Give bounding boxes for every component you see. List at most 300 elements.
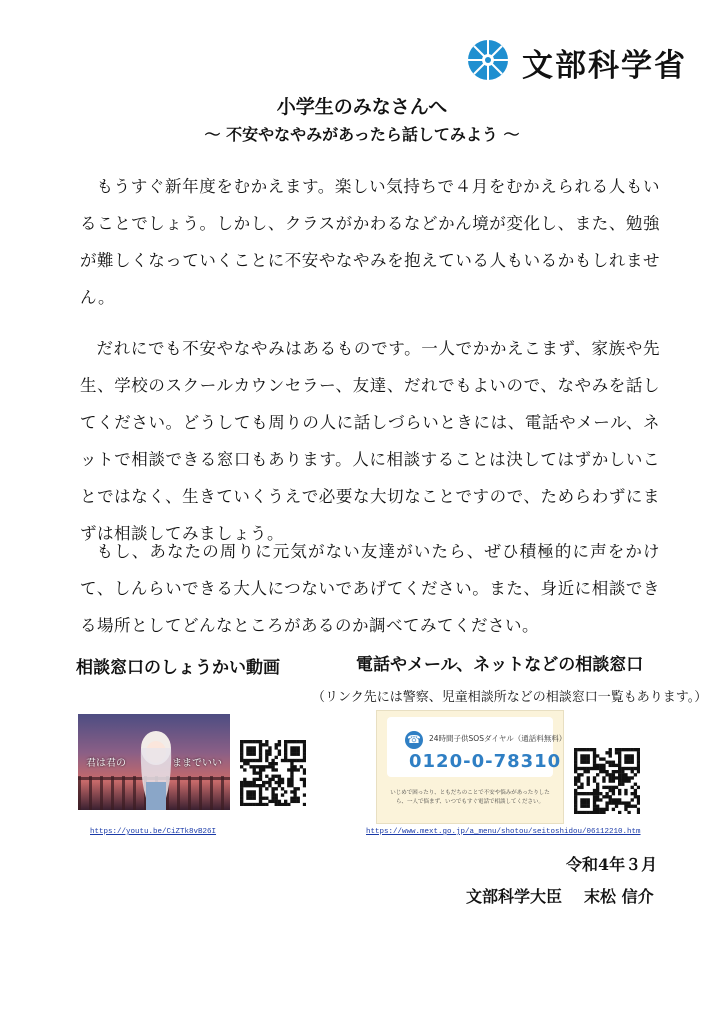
qr-module (290, 800, 293, 803)
qr-module (240, 759, 243, 762)
qr-module (577, 786, 580, 789)
paragraph-text: もし、あなたの周りに元気がない友達がいたら、ぜひ積極的に声をかけて、しんらいできる大人につないであげてください。また、身近に相談できる場所としてどんなところがあるのか調べてみてください。 (80, 542, 660, 635)
qr-module (271, 765, 274, 768)
qr-module (634, 795, 637, 798)
qr-module (259, 743, 262, 746)
qr-module (284, 749, 287, 752)
qr-module (587, 783, 590, 786)
issue-date: 令和4年３月 (566, 855, 658, 874)
video-thumbnail[interactable] (78, 714, 230, 810)
qr-module (281, 778, 284, 781)
qr-module (243, 784, 246, 787)
qr-module (627, 776, 630, 779)
qr-module (593, 776, 596, 779)
qr-module (583, 770, 586, 773)
qr-module (627, 811, 630, 814)
qr-module (240, 781, 243, 784)
qr-module (281, 781, 284, 784)
qr-module (240, 740, 243, 743)
qr-module (593, 792, 596, 795)
qr-module (268, 746, 271, 749)
qr-module (303, 784, 306, 787)
qr-module (609, 786, 612, 789)
qr-module (256, 759, 259, 762)
qr-module (580, 805, 583, 808)
qr-module (240, 797, 243, 800)
qr-module (240, 787, 243, 790)
qr-module (256, 740, 259, 743)
qr-module (609, 789, 612, 792)
qr-module (284, 800, 287, 803)
qr-module (599, 770, 602, 773)
video-section-heading: 相談窓口のしょうかい動画 (76, 658, 280, 678)
qr-module (621, 801, 624, 804)
qr-module (618, 757, 621, 760)
qr-module (596, 754, 599, 757)
qr-module (259, 746, 262, 749)
qr-module (259, 787, 262, 790)
qr-module (574, 801, 577, 804)
qr-module (275, 768, 278, 771)
qr-module (596, 767, 599, 770)
qr-module (621, 783, 624, 786)
qr-module (605, 761, 608, 764)
qr-module (249, 740, 252, 743)
qr-module (602, 767, 605, 770)
qr-module (574, 798, 577, 801)
qr-module (615, 776, 618, 779)
qr-module (284, 743, 287, 746)
qr-module (609, 751, 612, 754)
qr-module (634, 789, 637, 792)
signature (466, 884, 654, 907)
qr-module (271, 778, 274, 781)
paragraph-2 (80, 330, 660, 552)
qr-module (249, 765, 252, 768)
qr-module (605, 751, 608, 754)
qr-module (627, 754, 630, 757)
qr-module (281, 803, 284, 806)
qr-module (240, 749, 243, 752)
qr-module (612, 798, 615, 801)
qr-module (593, 751, 596, 754)
qr-module (265, 797, 268, 800)
qr-module (618, 792, 621, 795)
qr-module (278, 775, 281, 778)
qr-module (281, 787, 284, 790)
qr-module (593, 761, 596, 764)
qr-module (259, 800, 262, 803)
qr-module (587, 757, 590, 760)
qr-module (605, 801, 608, 804)
qr-module (605, 786, 608, 789)
sos-card-panel (387, 717, 567, 777)
qr-module (612, 792, 615, 795)
consult-qr-code[interactable] (574, 748, 640, 814)
qr-module (574, 757, 577, 760)
qr-module (265, 743, 268, 746)
qr-module (290, 765, 293, 768)
qr-module (615, 805, 618, 808)
qr-module (271, 800, 274, 803)
qr-module (587, 748, 590, 751)
qr-module (249, 746, 252, 749)
qr-module (265, 781, 268, 784)
phone-icon: ☎ (405, 731, 423, 749)
qr-module (256, 784, 259, 787)
qr-module (583, 767, 586, 770)
qr-module (240, 756, 243, 759)
qr-module (278, 800, 281, 803)
qr-module (253, 765, 256, 768)
qr-module (602, 786, 605, 789)
qr-module (637, 754, 640, 757)
qr-module (624, 805, 627, 808)
qr-module (615, 798, 618, 801)
qr-module (615, 786, 618, 789)
qr-module (265, 756, 268, 759)
qr-module (278, 740, 281, 743)
qr-module (253, 781, 256, 784)
paragraph-text: だれにでも不安やなやみはあるものです。一人でかかえこまず、家族や先生、学校のスクールカウンセラー、友達、だれでもよいので、なやみを話してください。どうしても周りの人に話しづらいときには、電話やメール、ネットで相談できる窓口もあります。人に相談することは決してはずかしいことではなく、生きていくうえで必要な大切なことですので、ためらわずにまずは相談してみましょう。 (80, 339, 660, 543)
qr-module (259, 803, 262, 806)
qr-module (259, 768, 262, 771)
qr-module (249, 793, 252, 796)
qr-module (275, 793, 278, 796)
qr-module (602, 776, 605, 779)
qr-module (297, 800, 300, 803)
qr-module (303, 753, 306, 756)
qr-module (624, 773, 627, 776)
qr-module (609, 795, 612, 798)
qr-module (621, 767, 624, 770)
video-qr-code[interactable] (240, 740, 306, 806)
qr-module (599, 808, 602, 811)
qr-module (262, 765, 265, 768)
qr-module (259, 797, 262, 800)
qr-module (290, 768, 293, 771)
qr-module (275, 775, 278, 778)
qr-module (268, 781, 271, 784)
qr-module (624, 776, 627, 779)
qr-module (297, 797, 300, 800)
qr-module (265, 775, 268, 778)
qr-module (618, 751, 621, 754)
qr-module (293, 753, 296, 756)
qr-module (243, 781, 246, 784)
qr-module (265, 749, 268, 752)
qr-module (587, 770, 590, 773)
qr-module (605, 792, 608, 795)
qr-module (596, 808, 599, 811)
qr-module (631, 798, 634, 801)
qr-module (612, 808, 615, 811)
qr-module (624, 779, 627, 782)
qr-module (593, 748, 596, 751)
qr-module (249, 781, 252, 784)
sos-phone-number: 0120-0-78310 (409, 751, 562, 772)
qr-module (293, 793, 296, 796)
qr-module (240, 793, 243, 796)
qr-module (259, 793, 262, 796)
qr-module (253, 768, 256, 771)
qr-module (259, 778, 262, 781)
qr-module (587, 754, 590, 757)
qr-module (303, 771, 306, 774)
qr-module (574, 811, 577, 814)
qr-module (303, 746, 306, 749)
qr-module (256, 765, 259, 768)
qr-module (574, 776, 577, 779)
qr-module (627, 761, 630, 764)
qr-module (249, 803, 252, 806)
qr-module (609, 764, 612, 767)
qr-module (627, 767, 630, 770)
qr-module (624, 767, 627, 770)
qr-module (612, 764, 615, 767)
qr-module (290, 753, 293, 756)
qr-module (627, 805, 630, 808)
qr-module (287, 803, 290, 806)
qr-module (262, 768, 265, 771)
qr-module (612, 773, 615, 776)
qr-module (599, 767, 602, 770)
sos-card-title: 24時間子供SOSダイヤル（通話料無料） (429, 734, 567, 743)
qr-module (634, 773, 637, 776)
qr-module (580, 748, 583, 751)
page-title: 小学生のみなさんへ (276, 96, 448, 118)
qr-module (631, 776, 634, 779)
consult-section-heading: 電話やメール、ネットなどの相談窓口 (356, 655, 644, 675)
qr-module (621, 770, 624, 773)
qr-module (297, 740, 300, 743)
qr-module (256, 778, 259, 781)
qr-module (287, 784, 290, 787)
qr-module (243, 768, 246, 771)
qr-module (253, 784, 256, 787)
qr-module (284, 759, 287, 762)
sos-dial-card[interactable] (376, 710, 567, 824)
qr-module (618, 767, 621, 770)
qr-module (574, 767, 577, 770)
qr-module (612, 786, 615, 789)
qr-module (574, 751, 577, 754)
qr-module (631, 770, 634, 773)
qr-module (583, 754, 586, 757)
qr-module (303, 749, 306, 752)
paragraph-3 (80, 533, 660, 644)
qr-module (624, 801, 627, 804)
qr-module (615, 751, 618, 754)
qr-module (271, 797, 274, 800)
qr-module (278, 743, 281, 746)
qr-module (605, 773, 608, 776)
qr-module (580, 811, 583, 814)
qr-module (262, 797, 265, 800)
qr-module (583, 757, 586, 760)
qr-module (253, 803, 256, 806)
qr-module (596, 786, 599, 789)
qr-module (580, 773, 583, 776)
qr-module (243, 740, 246, 743)
qr-module (243, 778, 246, 781)
signature-name: 末松 信介 (584, 887, 654, 906)
qr-module (637, 757, 640, 760)
qr-module (246, 797, 249, 800)
paragraph-1 (80, 168, 660, 316)
qr-module (609, 761, 612, 764)
qr-module (297, 759, 300, 762)
qr-module (290, 784, 293, 787)
qr-module (275, 781, 278, 784)
qr-module (249, 797, 252, 800)
qr-module (634, 805, 637, 808)
qr-module (631, 805, 634, 808)
qr-module (634, 748, 637, 751)
qr-module (609, 801, 612, 804)
qr-module (605, 795, 608, 798)
qr-module (596, 789, 599, 792)
qr-module (574, 764, 577, 767)
video-caption (86, 754, 222, 769)
qr-module (634, 783, 637, 786)
qr-module (287, 778, 290, 781)
qr-module (624, 757, 627, 760)
qr-module (583, 805, 586, 808)
ministry-logo (466, 30, 687, 86)
qr-module (253, 746, 256, 749)
qr-module (284, 740, 287, 743)
qr-module (590, 767, 593, 770)
qr-module (593, 798, 596, 801)
qr-module (618, 798, 621, 801)
qr-module (300, 759, 303, 762)
qr-module (271, 787, 274, 790)
qr-module (297, 768, 300, 771)
paragraph-text: もうすぐ新年度をむかえます。楽しい気持ちで４月をむかえられる人もいることでしょう。しかし、クラスがかわるなどかん境が変化し、また、勉強が難しくなっていくことに不安やなやみを抱えている人もいるかもしれません。 (80, 177, 660, 307)
qr-module (624, 754, 627, 757)
qr-module (290, 781, 293, 784)
qr-module (618, 764, 621, 767)
qr-module (256, 803, 259, 806)
qr-module (284, 756, 287, 759)
qr-module (297, 749, 300, 752)
qr-module (293, 790, 296, 793)
qr-module (621, 773, 624, 776)
qr-module (637, 770, 640, 773)
qr-module (634, 767, 637, 770)
qr-module (293, 768, 296, 771)
qr-module (602, 795, 605, 798)
qr-module (262, 743, 265, 746)
qr-module (577, 792, 580, 795)
qr-module (246, 740, 249, 743)
qr-module (290, 762, 293, 765)
qr-module (602, 811, 605, 814)
qr-module (593, 789, 596, 792)
qr-module (618, 801, 621, 804)
qr-module (637, 811, 640, 814)
qr-module (580, 798, 583, 801)
qr-module (583, 798, 586, 801)
qr-module (580, 767, 583, 770)
consult-section-note: （リンク先には警察、児童相談所などの相談窓口一覧もあります。） (312, 690, 708, 705)
qr-module (293, 746, 296, 749)
qr-module (574, 808, 577, 811)
qr-module (297, 787, 300, 790)
qr-module (259, 765, 262, 768)
qr-module (587, 792, 590, 795)
qr-module (303, 793, 306, 796)
qr-module (574, 789, 577, 792)
qr-module (275, 803, 278, 806)
qr-module (259, 775, 262, 778)
qr-module (259, 740, 262, 743)
qr-module (577, 748, 580, 751)
qr-module (618, 754, 621, 757)
qr-module (593, 754, 596, 757)
qr-module (303, 756, 306, 759)
consult-link[interactable]: https://www.mext.go.jp/a_menu/shotou/seitoshidou/06112210.htm (366, 828, 641, 836)
qr-module (293, 749, 296, 752)
qr-module (290, 771, 293, 774)
qr-module (275, 762, 278, 765)
qr-module (593, 801, 596, 804)
qr-module (590, 792, 593, 795)
qr-module (290, 749, 293, 752)
qr-module (599, 798, 602, 801)
qr-module (615, 764, 618, 767)
qr-module (290, 778, 293, 781)
qr-module (593, 808, 596, 811)
qr-module (259, 756, 262, 759)
qr-module (303, 740, 306, 743)
qr-module (605, 808, 608, 811)
qr-module (278, 784, 281, 787)
qr-module (637, 764, 640, 767)
qr-module (262, 784, 265, 787)
qr-module (583, 811, 586, 814)
qr-module (249, 753, 252, 756)
qr-module (303, 768, 306, 771)
qr-module (637, 808, 640, 811)
ministry-name: 文部科学省 (522, 48, 687, 84)
qr-module (593, 805, 596, 808)
qr-module (634, 792, 637, 795)
qr-module (253, 797, 256, 800)
qr-module (275, 787, 278, 790)
qr-module (246, 793, 249, 796)
qr-module (265, 787, 268, 790)
qr-module (587, 805, 590, 808)
qr-module (290, 759, 293, 762)
qr-module (580, 761, 583, 764)
qr-module (278, 778, 281, 781)
qr-module (271, 793, 274, 796)
qr-module (240, 803, 243, 806)
qr-module (621, 776, 624, 779)
qr-module (631, 786, 634, 789)
qr-module (259, 753, 262, 756)
video-link[interactable]: https://youtu.be/CiZTk8vB26I (90, 828, 217, 836)
qr-module (580, 786, 583, 789)
qr-module (624, 748, 627, 751)
qr-module (297, 753, 300, 756)
qr-module (287, 781, 290, 784)
qr-module (293, 759, 296, 762)
qr-module (618, 811, 621, 814)
qr-module (268, 749, 271, 752)
